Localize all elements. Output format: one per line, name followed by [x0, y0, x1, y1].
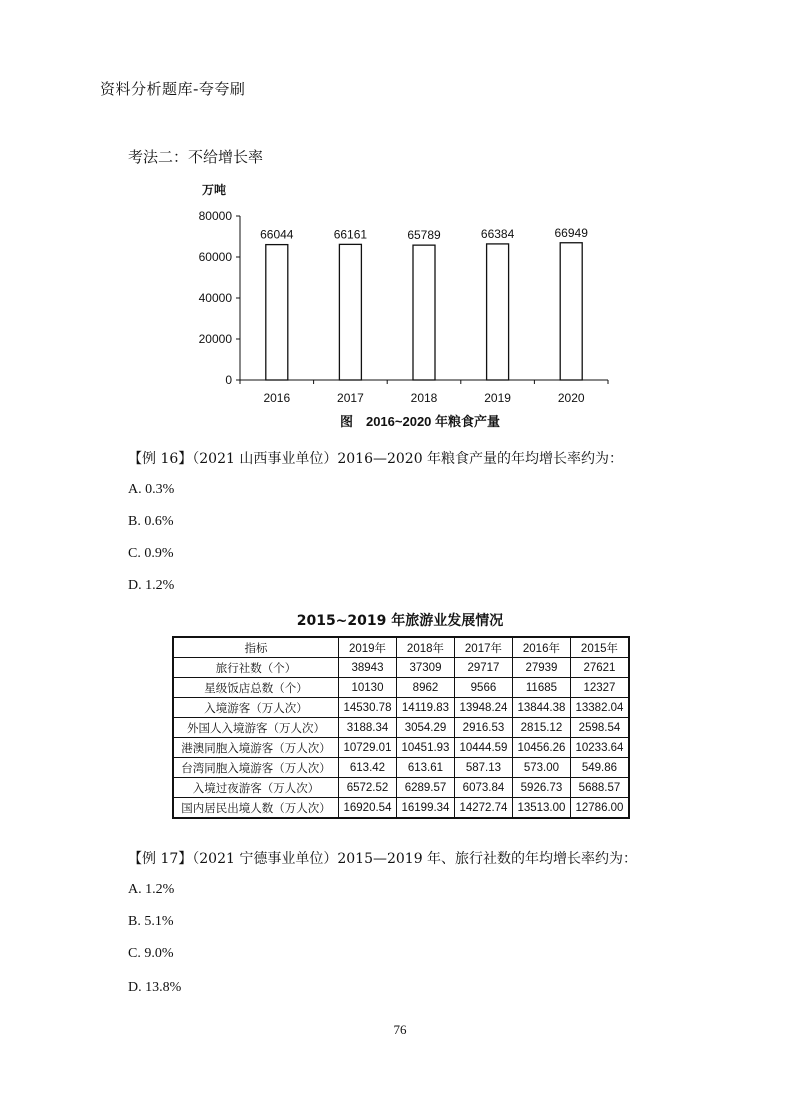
data-label: 66161	[333, 227, 368, 242]
x-tick-label: 2019	[484, 391, 511, 405]
value-cell: 3188.34	[339, 718, 397, 738]
value-cell: 5926.73	[512, 778, 570, 798]
page-number: 76	[393, 1022, 407, 1037]
x-tick-label: 2018	[410, 391, 438, 405]
y-tick-label: 80000	[198, 209, 232, 223]
value-cell: 37309	[396, 658, 454, 678]
value-cell: 16920.54	[339, 798, 397, 819]
value-cell: 14119.83	[396, 698, 454, 718]
x-tick-label: 2016	[263, 391, 291, 405]
tourism-table	[172, 636, 630, 819]
q17-option-d[interactable]: D. 13.8%	[128, 980, 182, 995]
value-cell: 13513.00	[512, 798, 570, 819]
value-cell: 5688.57	[570, 778, 629, 798]
value-cell: 10130	[339, 678, 397, 698]
value-cell: 38943	[339, 658, 397, 678]
value-cell: 10233.64	[570, 738, 629, 758]
value-cell: 29717	[454, 658, 512, 678]
header-cell: 2016年	[512, 637, 570, 658]
value-cell: 10451.93	[396, 738, 454, 758]
table-row	[173, 798, 629, 819]
chart-caption: 图 2016~2020 年粮食产量	[339, 414, 501, 429]
row-label-cell: 外国人入境游客（万人次）	[173, 718, 339, 738]
value-cell: 613.42	[339, 758, 397, 778]
value-cell: 8962	[396, 678, 454, 698]
data-label: 66384	[480, 226, 515, 241]
question-17-stem: 【例 17】（2021 宁德事业单位）2015—2019 年、旅行社数的年均增长率约为：	[128, 851, 638, 867]
row-label-cell: 旅行社数（个）	[173, 658, 339, 678]
value-cell: 6572.52	[339, 778, 397, 798]
y-tick-label: 20000	[198, 332, 232, 346]
q16-option-d[interactable]: D. 1.2%	[128, 578, 175, 593]
bar-2016	[266, 245, 288, 380]
data-label: 65789	[407, 228, 441, 243]
value-cell: 9566	[454, 678, 512, 698]
table-row	[173, 658, 629, 678]
value-cell: 27621	[570, 658, 629, 678]
header-cell: 2017年	[454, 637, 512, 658]
bar-2017	[339, 244, 361, 380]
q17-option-c[interactable]: C. 9.0%	[128, 946, 174, 961]
value-cell: 10729.01	[339, 738, 397, 758]
value-cell: 6073.84	[454, 778, 512, 798]
value-cell: 549.86	[570, 758, 629, 778]
data-label: 66044	[260, 227, 294, 242]
bar-2019	[487, 244, 509, 380]
value-cell: 587.13	[454, 758, 512, 778]
value-cell: 12327	[570, 678, 629, 698]
section-title: 考法二：不给增长率	[128, 148, 264, 166]
value-cell: 13948.24	[454, 698, 512, 718]
data-label: 66949	[554, 225, 588, 240]
table-header-row	[173, 637, 629, 658]
row-label-cell: 港澳同胞入境游客（万人次）	[173, 738, 339, 758]
y-tick-label: 40000	[198, 291, 232, 305]
q17-option-a[interactable]: A. 1.2%	[128, 882, 175, 897]
header-cell: 指标	[173, 637, 339, 658]
row-label-cell: 国内居民出境人数（万人次）	[173, 798, 339, 819]
y-tick-label: 60000	[198, 250, 232, 264]
table-row	[173, 738, 629, 758]
bar-2020	[560, 243, 582, 380]
header-cell: 2015年	[570, 637, 629, 658]
table-row	[173, 778, 629, 798]
value-cell: 2598.54	[570, 718, 629, 738]
value-cell: 14530.78	[339, 698, 397, 718]
value-cell: 27939	[512, 658, 570, 678]
y-tick-label: 0	[225, 373, 232, 387]
table-row	[173, 758, 629, 778]
q16-option-b[interactable]: B. 0.6%	[128, 514, 174, 529]
x-tick-label: 2020	[557, 391, 585, 405]
value-cell: 16199.34	[396, 798, 454, 819]
grain-production-bar-chart	[180, 176, 630, 436]
row-label-cell: 入境过夜游客（万人次）	[173, 778, 339, 798]
y-unit-label: 万吨	[202, 183, 227, 197]
table-row	[173, 698, 629, 718]
value-cell: 10456.26	[512, 738, 570, 758]
bar-2018	[413, 245, 435, 380]
q17-option-b[interactable]: B. 5.1%	[128, 914, 174, 929]
table-row	[173, 678, 629, 698]
value-cell: 10444.59	[454, 738, 512, 758]
value-cell: 13382.04	[570, 698, 629, 718]
q16-option-a[interactable]: A. 0.3%	[128, 482, 175, 497]
header-cell: 2018年	[396, 637, 454, 658]
value-cell: 14272.74	[454, 798, 512, 819]
row-label-cell: 星级饭店总数（个）	[173, 678, 339, 698]
header-cell: 2019年	[339, 637, 397, 658]
x-tick-label: 2017	[337, 391, 364, 405]
question-16-stem: 【例 16】（2021 山西事业单位）2016—2020 年粮食产量的年均增长率约为：	[128, 451, 624, 467]
q16-option-c[interactable]: C. 0.9%	[128, 546, 174, 561]
table-title: 2015~2019 年旅游业发展情况	[296, 613, 504, 629]
value-cell: 11685	[512, 678, 570, 698]
row-label-cell: 入境游客（万人次）	[173, 698, 339, 718]
value-cell: 2916.53	[454, 718, 512, 738]
page-header: 资料分析题库-夸夸刷	[100, 80, 246, 98]
value-cell: 3054.29	[396, 718, 454, 738]
value-cell: 6289.57	[396, 778, 454, 798]
value-cell: 13844.38	[512, 698, 570, 718]
value-cell: 12786.00	[570, 798, 629, 819]
value-cell: 573.00	[512, 758, 570, 778]
row-label-cell: 台湾同胞入境游客（万人次）	[173, 758, 339, 778]
value-cell: 613.61	[396, 758, 454, 778]
table-row	[173, 718, 629, 738]
value-cell: 2815.12	[512, 718, 570, 738]
